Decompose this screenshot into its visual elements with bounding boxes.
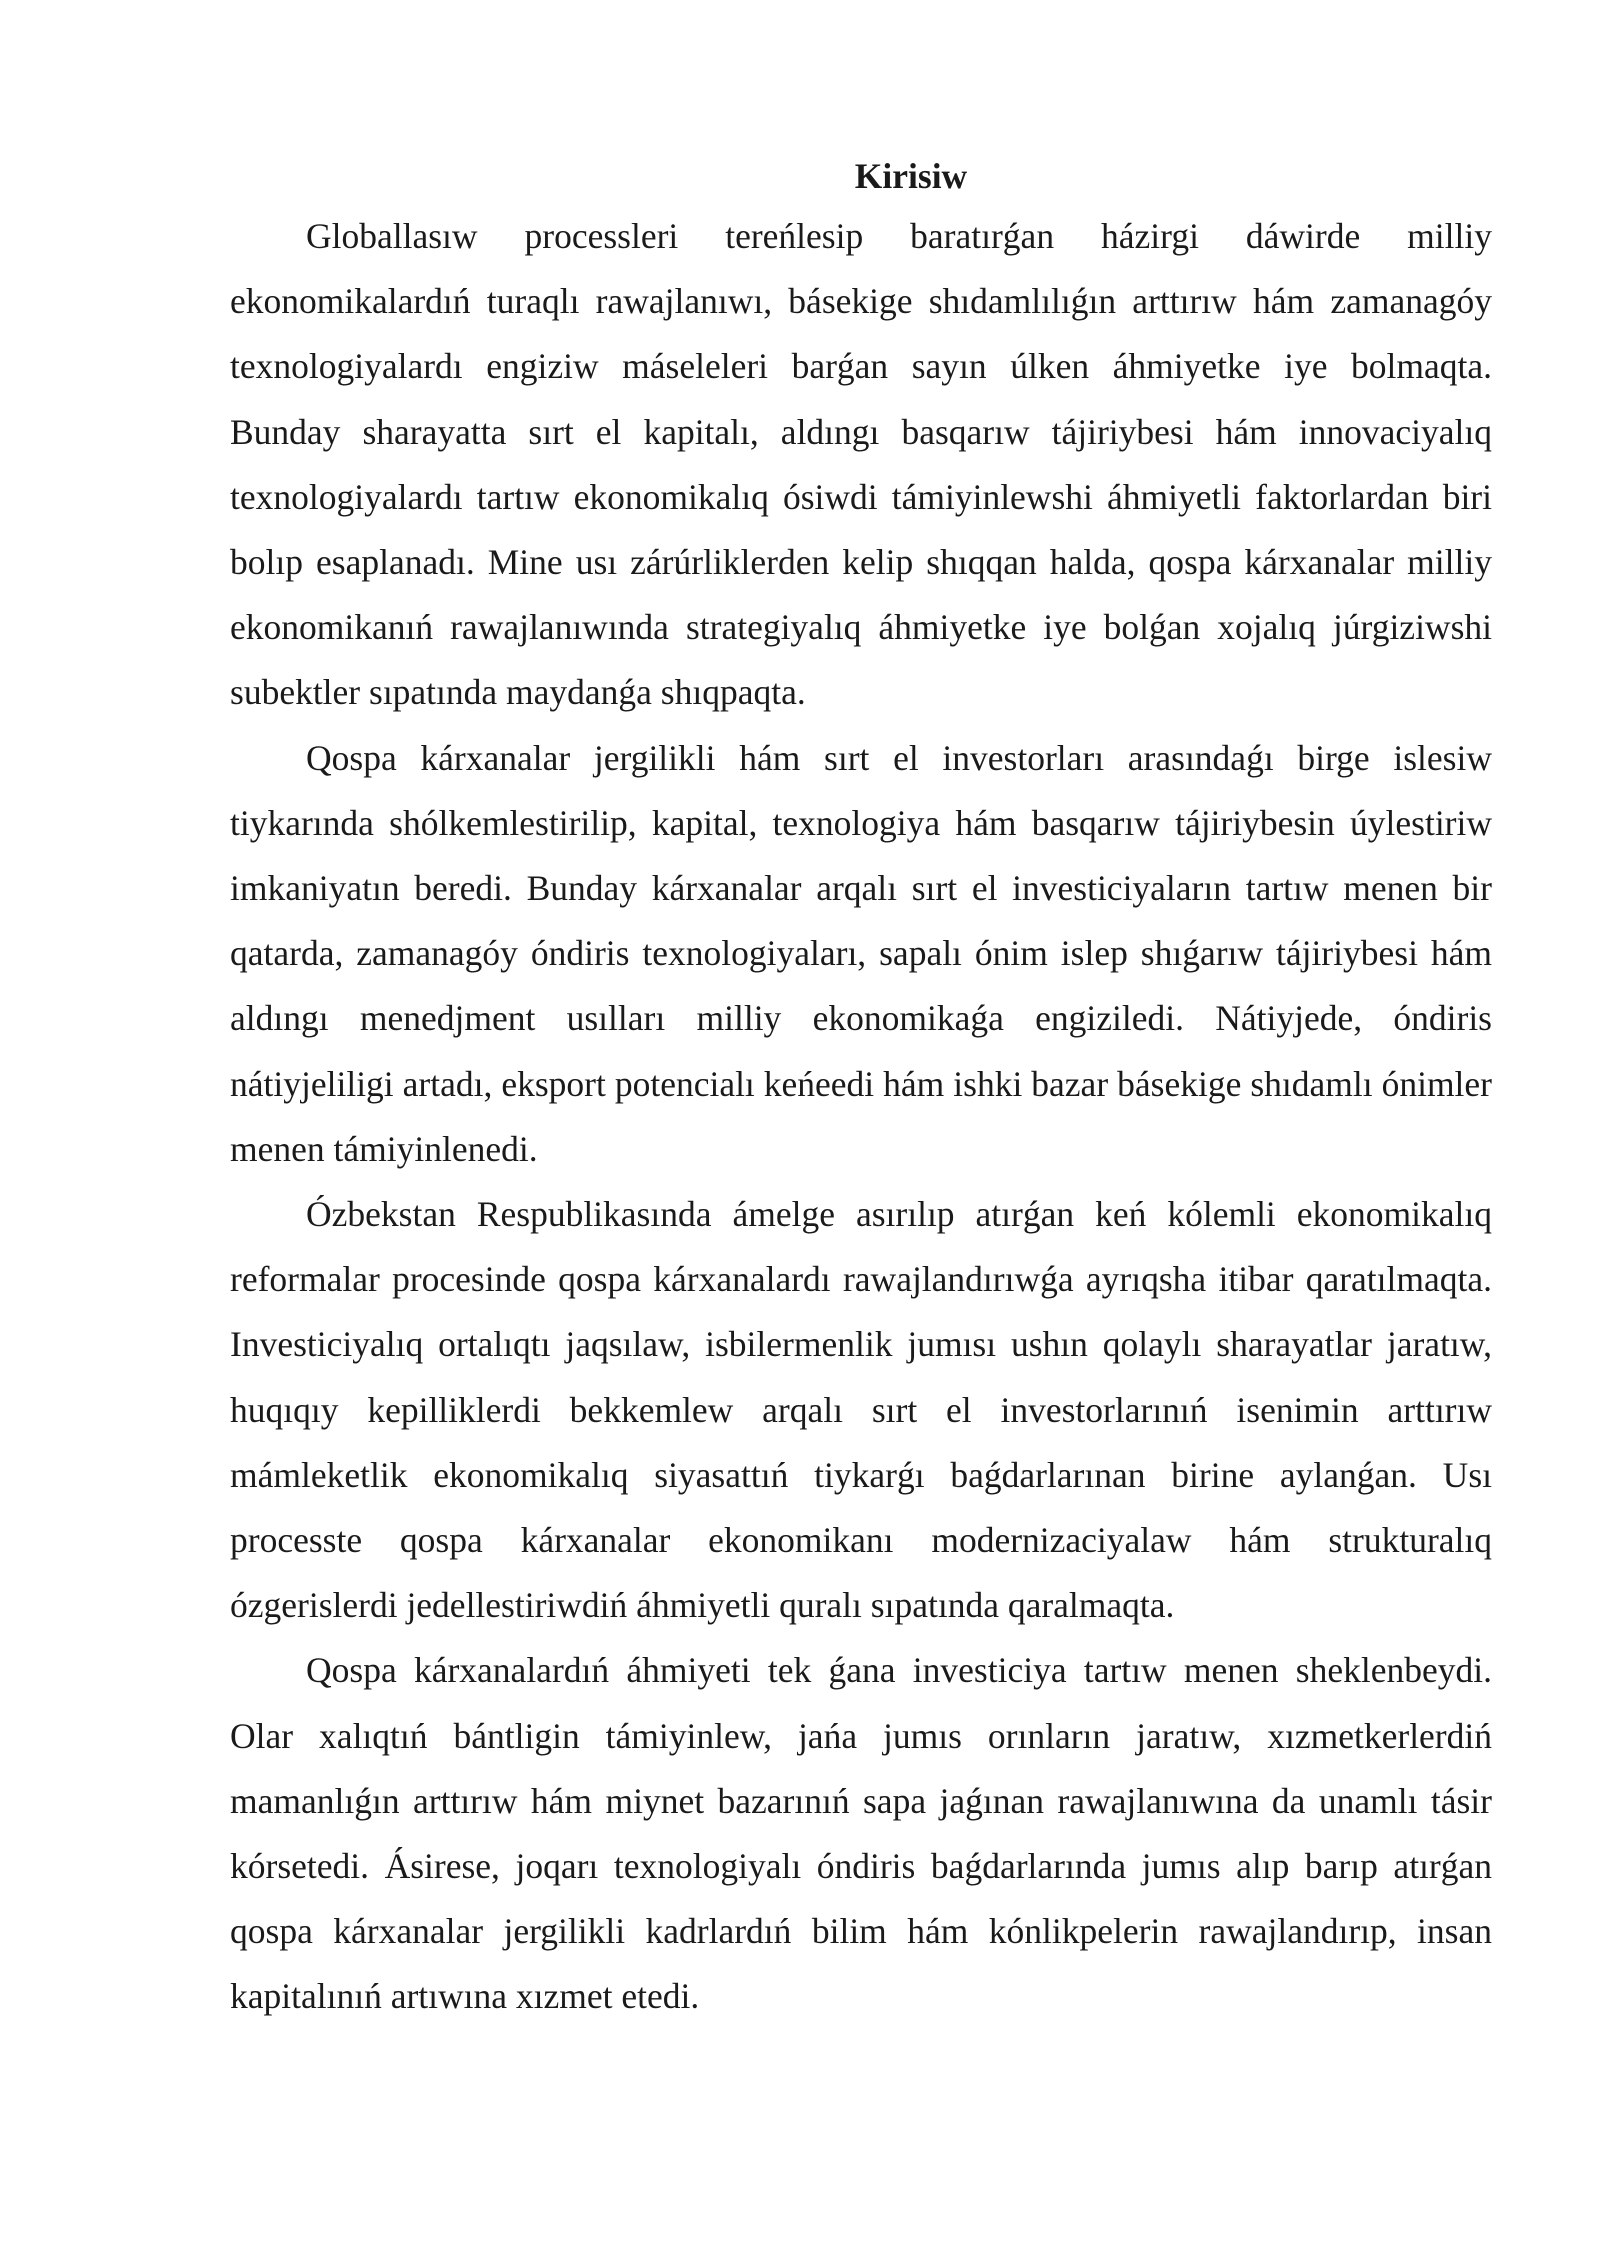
paragraph-4: Qospa kárxanalardıń áhmiyeti tek ǵana investiciya tartıw menen sheklenbeydi. Olar xalıqtıń bántligin támiyinlew, jańa jumıs orınların jaratıw, xızmetkerlerdiń mamanlıǵın arttırıw hám miynet bazarınıń sapa jaǵınan rawajlanıwına da unamlı tásir kórsetedi. Ásirese, joqarı texnologiyalı óndiris baǵdarlarında jumıs alıp barıp atırǵan qospa kárxanalar jergilikli kadrlardıń bilim hám kónlikpelerin rawajlandırıp, insan kapitalınıń artıwına xızmet etedi. bbox=[230, 1650, 1492, 2017]
paragraph-1: Globallasıw processleri tereńlesip baratırǵan házirgi dáwirde milliy ekonomikalardıń turaqlı rawajlanıwı, básekige shıdamlılıǵın arttırıw hám zamanagóy texnologiyalardı engiziw máseleleri barǵan sayın úlken áhmiyetke iye bolmaqta. Bunday sharayatta sırt el kapitalı, aldıngı basqarıw tájiriybesi hám innovaciyalıq texnologiyalardı tartıw ekonomikalıq ósiwdi támiyinlewshi áhmiyetli faktorlardan biri bolıp esaplanadı. Mine usı zárúrliklerden kelip shıqqan halda, qospa kárxanalar milliy ekonomikanıń rawajlanıwında strategiyalıq áhmiyetke iye bolǵan xojalıq júrgiziwshi subektler sıpatında maydanǵa shıqpaqta. bbox=[230, 216, 1492, 713]
document-title: Kirisiw bbox=[854, 156, 968, 196]
document-body bbox=[230, 148, 1492, 2030]
paragraph-3: Ózbekstan Respublikasında ámelge asırılıp atırǵan keń kólemli ekonomikalıq reformalar procesinde qospa kárxanalardı rawajlandırıwǵa ayrıqsha itibar qaratılmaqta. Investiciyalıq ortalıqtı jaqsılaw, isbilermenlik jumısı ushın qolaylı sharayatlar jaratıw, huqıqıy kepilliklerdi bekkemlew arqalı sırt el investorlarınıń isenimin arttırıw mámleketlik ekonomikalıq siyasattıń tiykarǵı baǵdarlarınan birine aylanǵan. Usı processte qospa kárxanalar ekonomikanı modernizaciyalaw hám strukturalıq ózgerislerdi jedellestiriwdiń áhmiyetli quralı sıpatında qaralmaqta. bbox=[230, 1194, 1492, 1626]
paragraph-2: Qospa kárxanalar jergilikli hám sırt el investorları arasındaǵı birge islesiw tiykarında shólkemlestirilip, kapital, texnologiya hám basqarıw tájiriybesin úylestiriw imkaniyatın beredi. Bunday kárxanalar arqalı sırt el investiciyaların tartıw menen bir qatarda, zamanagóy óndiris texnologiyaları, sapalı ónim islep shıǵarıw tájiriybesi hám aldıngı menedjment usılları milliy ekonomikaǵa engiziledi. Nátiyjede, óndiris nátiyjeliligi artadı, eksport potencialı keńeedi hám ishki bazar básekige shıdamlı ónimler menen támiyinlenedi. bbox=[230, 737, 1492, 1169]
